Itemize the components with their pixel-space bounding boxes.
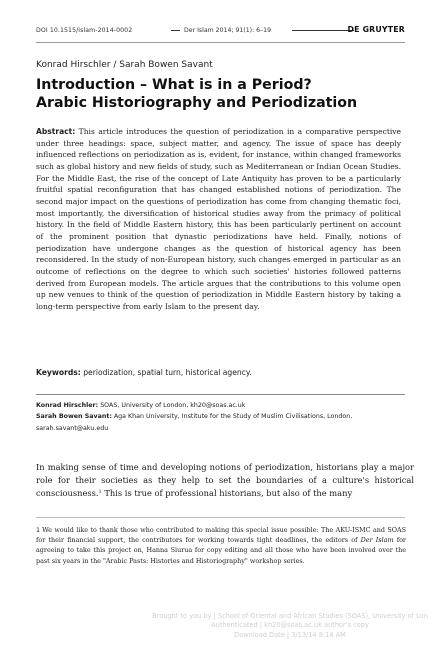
abstract-label: Abstract: bbox=[36, 127, 76, 136]
watermark-line: Download Date | 3/13/14 8:14 AM bbox=[234, 630, 346, 639]
running-header bbox=[36, 25, 405, 39]
affiliation-text[interactable]: Aga Khan University, Institute for the Study of Muslim Civilisations, London, sarah.savant@aku.edu bbox=[36, 413, 353, 432]
footnote-text-start: We would like to thank those who contributed to making this special issue possible: The AKU-ISMC and SOAS for their financial support, the contributors for working towards tight deadlines, the editors of bbox=[36, 526, 406, 545]
footnote-divider bbox=[36, 517, 405, 518]
article-authors: Konrad Hirschler / Sarah Bowen Savant bbox=[36, 60, 213, 70]
header-divider bbox=[36, 42, 405, 43]
title-line-1: Introduction – What is in a Period? bbox=[36, 77, 312, 93]
affiliations bbox=[36, 400, 405, 434]
keywords bbox=[36, 368, 401, 377]
doi[interactable]: DOI 10.1515/islam-2014-0002 bbox=[36, 27, 133, 34]
footnote-journal-name: Der Islam bbox=[360, 536, 394, 545]
header-dash bbox=[171, 30, 180, 31]
watermark-line: Brought to you by | School of Oriental and African Studies (SOAS), University of Lon bbox=[152, 612, 428, 620]
publisher-logo: DE GRUYTER bbox=[347, 25, 405, 34]
watermark-line: Authenticated | kh20@soas.ac.uk author's copy bbox=[211, 621, 369, 630]
affiliations-divider bbox=[36, 394, 405, 395]
body-text-start: In making sense of time and developing notions of periodization, historians play a major role for their societies as they help to set the boundaries of a culture's historical consciousness. bbox=[36, 462, 414, 499]
abstract-text: This article introduces the question of periodization in a comparative perspective under three headings: space, subject matter, and agency. The issue of space has deeply influenced reflections on periodization as is, evident, for instance, within changed frameworks such as global history and new fields of study, such as Mediterranean or Indian Ocean Studies. For the Middle East, the rise of the concept of Late Antiquity has proven to be a particularly fruitful spatial reconfiguration that has changed established notions of periodization. The second major impact on the questions of periodization has come from changing thematic foci, most importantly, the diversification of historical studies away from the primacy of political history. In the field of Middle Eastern history, this has been particularly pertinent on account of the prominent position that dynastic periodizations have held. Finally, notions of periodization have undergone changes as the question of historical agency has been reconsidered. In the study of non-European history, such changes emerged in particular as an outcome of reflections on the degree to which such societies' histories followed patterns derived from European models. The article argues that the contributions to this volume open up new venues to think of the question of periodization in Middle Eastern history by taking a long-term perspective from early Islam to the present day. bbox=[36, 127, 401, 311]
affiliation-name: Konrad Hirschler: bbox=[36, 402, 99, 409]
body-paragraph bbox=[36, 461, 414, 500]
footnote-number: 1 bbox=[36, 526, 41, 534]
keywords-text: periodization, spatial turn, historical agency. bbox=[80, 368, 252, 377]
download-watermark bbox=[140, 612, 439, 640]
footnote bbox=[36, 525, 406, 566]
body-text-continued: This is true of professional historians, but also of the many bbox=[101, 488, 353, 499]
footnote-reference[interactable]: 1 bbox=[98, 489, 102, 496]
affiliation-name: Sarah Bowen Savant: bbox=[36, 413, 112, 421]
affiliation-text[interactable]: SOAS, University of London, kh20@soas.ac.uk bbox=[98, 402, 246, 409]
abstract bbox=[36, 126, 401, 313]
keywords-label: Keywords: bbox=[36, 368, 81, 377]
affiliation-item bbox=[36, 400, 405, 411]
journal-citation: Der Islam 2014; 91(1): 6–19 bbox=[184, 27, 272, 34]
header-rule bbox=[292, 30, 354, 31]
article-title bbox=[36, 76, 416, 112]
affiliation-item bbox=[36, 411, 405, 434]
footnote-text-end: for agreeing to take this project on, Hanna Siurua for copy editing and all those who have been involved over the past six years in the "Arabic Pasts: Histories and Historiography" workshop series. bbox=[36, 536, 406, 565]
title-line-2: Arabic Historiography and Periodization bbox=[36, 95, 358, 111]
